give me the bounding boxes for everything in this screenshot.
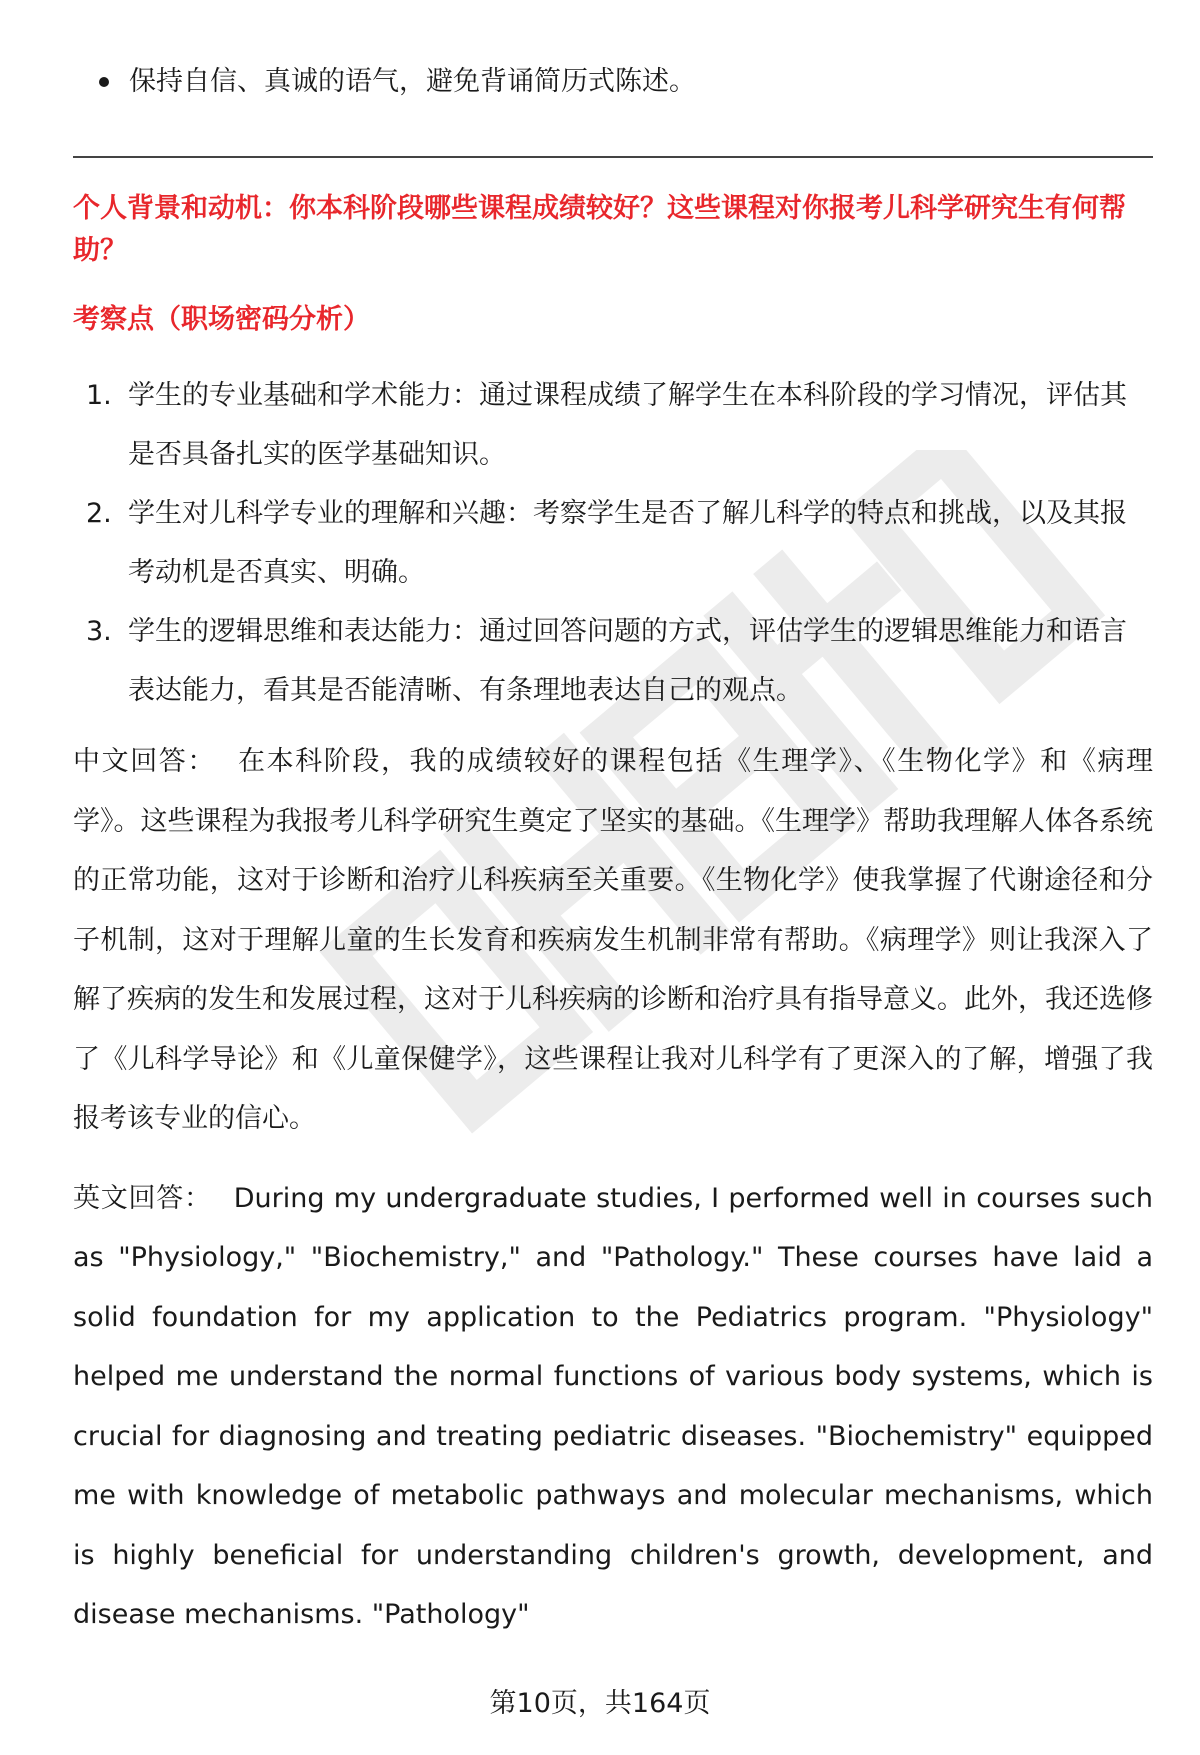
english-answer-label: 英文回答： — [73, 1182, 212, 1214]
analysis-title: 考察点（职场密码分析） — [73, 304, 370, 335]
list-number: 2. — [86, 498, 112, 529]
analysis-list — [73, 366, 1153, 720]
analysis-list-item — [86, 366, 1153, 484]
page-footer: 第10页，共164页 — [489, 1688, 711, 1719]
bullet-text: 保持自信、真诚的语气，避免背诵简历式陈述。 — [129, 66, 696, 97]
list-item-text: 学生对儿科学专业的理解和兴趣：考察学生是否了解儿科学的特点和挑战，以及其报考动机是否真实、明确。 — [128, 498, 1127, 588]
bullet-dot-icon — [99, 77, 109, 87]
list-number: 1. — [86, 380, 112, 411]
chinese-answer-label: 中文回答： — [73, 746, 216, 777]
analysis-list-item — [86, 484, 1153, 602]
section-divider — [73, 156, 1153, 158]
list-number: 3. — [86, 616, 112, 647]
list-item-text: 学生的逻辑思维和表达能力：通过回答问题的方式，评估学生的逻辑思维能力和语言表达能力，看其是否能清晰、有条理地表达自己的观点。 — [128, 616, 1127, 706]
english-answer-text: During my undergraduate studies, I performed well in courses such as "Physiology," "Biochemistry," and "Pathology." These courses have laid a solid foundation for my application to the Pediatrics program. "Physiology" helped me understand the normal functions of various body systems, which is crucial for diagnosing and treating pediatric diseases. "Biochemistry" equipped me with knowledge of metabolic pathways and molecular mechanisms, which is highly beneficial for understanding children's growth, development, and disease mechanisms. "Pathology" — [73, 1182, 1154, 1630]
chinese-answer — [73, 732, 1153, 1149]
bullet-item — [99, 62, 1153, 102]
list-item-text: 学生的专业基础和学术能力：通过课程成绩了解学生在本科阶段的学习情况，评估其是否具备扎实的医学基础知识。 — [128, 380, 1127, 470]
english-answer — [73, 1169, 1153, 1645]
page-content — [73, 62, 1153, 1645]
question-heading: 个人背景和动机：你本科阶段哪些课程成绩较好？这些课程对你报考儿科学研究生有何帮助？ — [73, 193, 1126, 266]
chinese-answer-text: 在本科阶段，我的成绩较好的课程包括《生理学》、《生物化学》和《病理学》。这些课程为我报考儿科学研究生奠定了坚实的基础。《生理学》帮助我理解人体各系统的正常功能，这对于诊断和治疗儿科疾病至关重要。《生物化学》使我掌握了代谢途径和分子机制，这对于理解儿童的生长发育和疾病发生机制非常有帮助。《病理学》则让我深入了解了疾病的发生和发展过程，这对于儿科疾病的诊断和治疗具有指导意义。此外，我还选修了《儿科学导论》和《儿童保健学》，这些课程让我对儿科学有了更深入的了解，增强了我报考该专业的信心。 — [73, 746, 1154, 1134]
analysis-list-item — [86, 602, 1153, 720]
